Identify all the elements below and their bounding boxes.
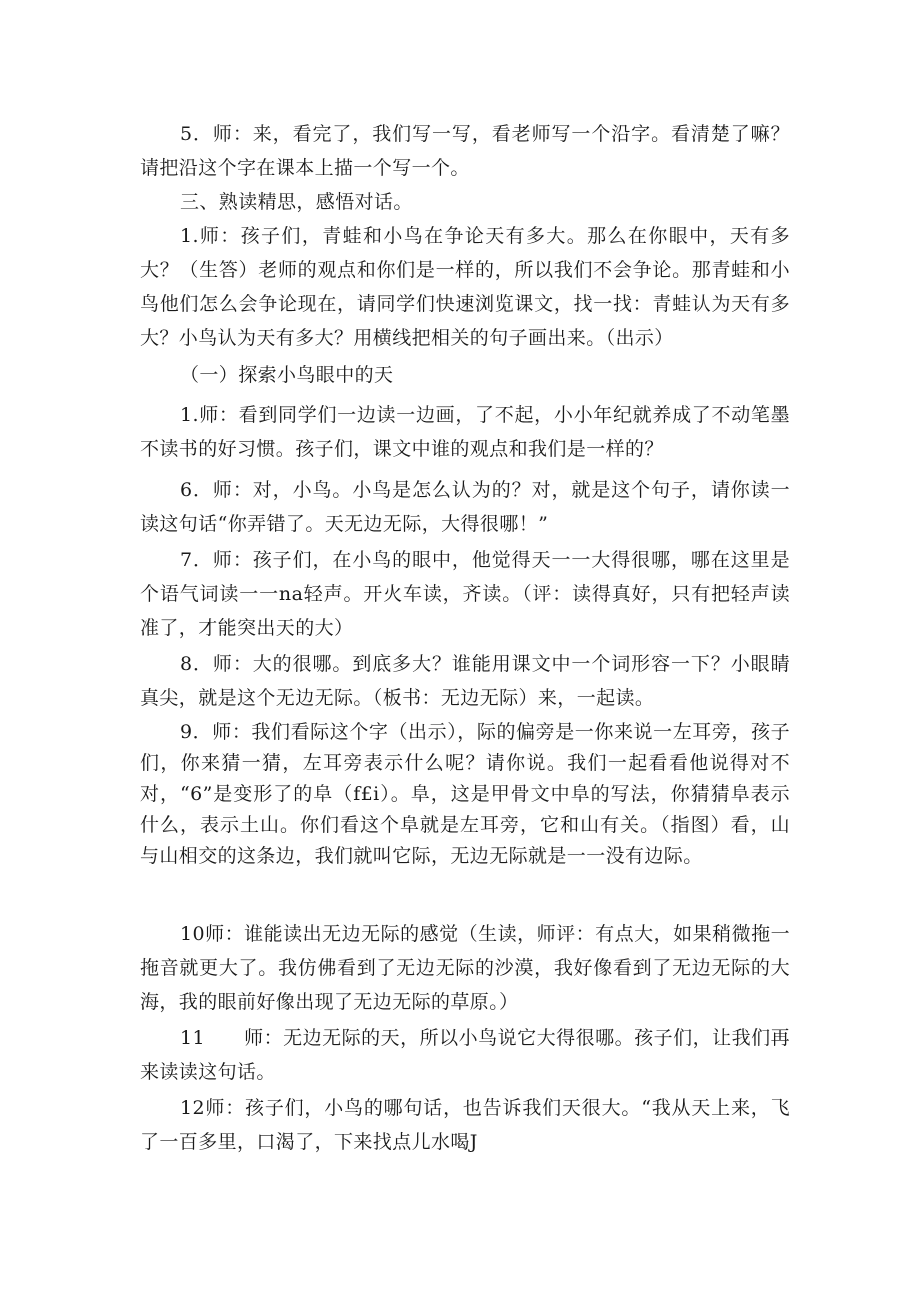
paragraph-step-12: 12师：孩子们，小鸟的哪句话，也告诉我们天很大。“我从天上来，飞了一百多里，口渴了，下来找点儿水喝J [140, 1097, 790, 1153]
paragraph-step-11: 11 师：无边无际的天，所以小鸟说它大得很哪。孩子们，让我们再来读读这句话。 [140, 1027, 790, 1083]
paragraph-step-5: 5．师：来，看完了，我们写一写，看老师写一个沿字。看清楚了嘛？请把沿这个字在课本上描一个写一个。 [140, 123, 790, 179]
section-heading-three: 三、熟读精思，感悟对话。 [180, 191, 413, 213]
paragraph-step-9: 9．师：我们看际这个字（出示），际的偏旁是一你来说一左耳旁，孩子们，你来猜一猜，左耳旁表示什么呢？请你说。我们一起看看他说得对不对，“6”是变形了的阜（f£i）。阜，这是甲骨文中阜的写法，你猜猜阜表示什么，表示土山。你们看这个阜就是左耳旁，它和山有关。（指图）看，山与山相交的这条边，我们就叫它际，无边无际就是一一没有边际。 [140, 721, 790, 867]
paragraph-step-10: 10师：谁能读出无边无际的感觉（生读，师评：有点大，如果稍微拖一拖音就更大了。我仿佛看到了无边无际的沙漠，我好像看到了无边无际的大海，我的眼前好像出现了无边无际的草原。） [140, 923, 790, 1013]
paragraph-step-8: 8．师：大的很哪。到底多大？谁能用课文中一个词形容一下？小眼睛真尖，就是这个无边无际。（板书：无边无际）来，一起读。 [140, 653, 790, 709]
paragraph-step-6: 6．师：对，小鸟。小鸟是怎么认为的？对，就是这个句子，请你读一读这句话“你弄错了。天无边无际，大得很哪！” [140, 479, 790, 535]
paragraph-step-7: 7．师：孩子们，在小鸟的眼中，他觉得天一一大得很哪，哪在这里是个语气词读一一na轻声。开火车读，齐读。（评：读得真好，只有把轻声读准了，才能突出天的大） [140, 549, 790, 639]
paragraph-step-1-reading: 1.师：看到同学们一边读一边画，了不起，小小年纪就养成了不动笔墨不读书的好习惯。孩子们，课文中谁的观点和我们是一样的？ [140, 404, 790, 460]
subsection-heading-bird: （一）探索小鸟眼中的天 [180, 364, 394, 386]
paragraph-step-1-debate: 1.师：孩子们，青蛙和小鸟在争论天有多大。那么在你眼中，天有多大？（生答）老师的观点和你们是一样的，所以我们不会争论。那青蛙和小鸟他们怎么会争论现在，请同学们快速浏览课文，找一找：青蛙认为天有多大？小鸟认为天有多大？用横线把相关的句子画出来。（出示） [140, 225, 790, 349]
